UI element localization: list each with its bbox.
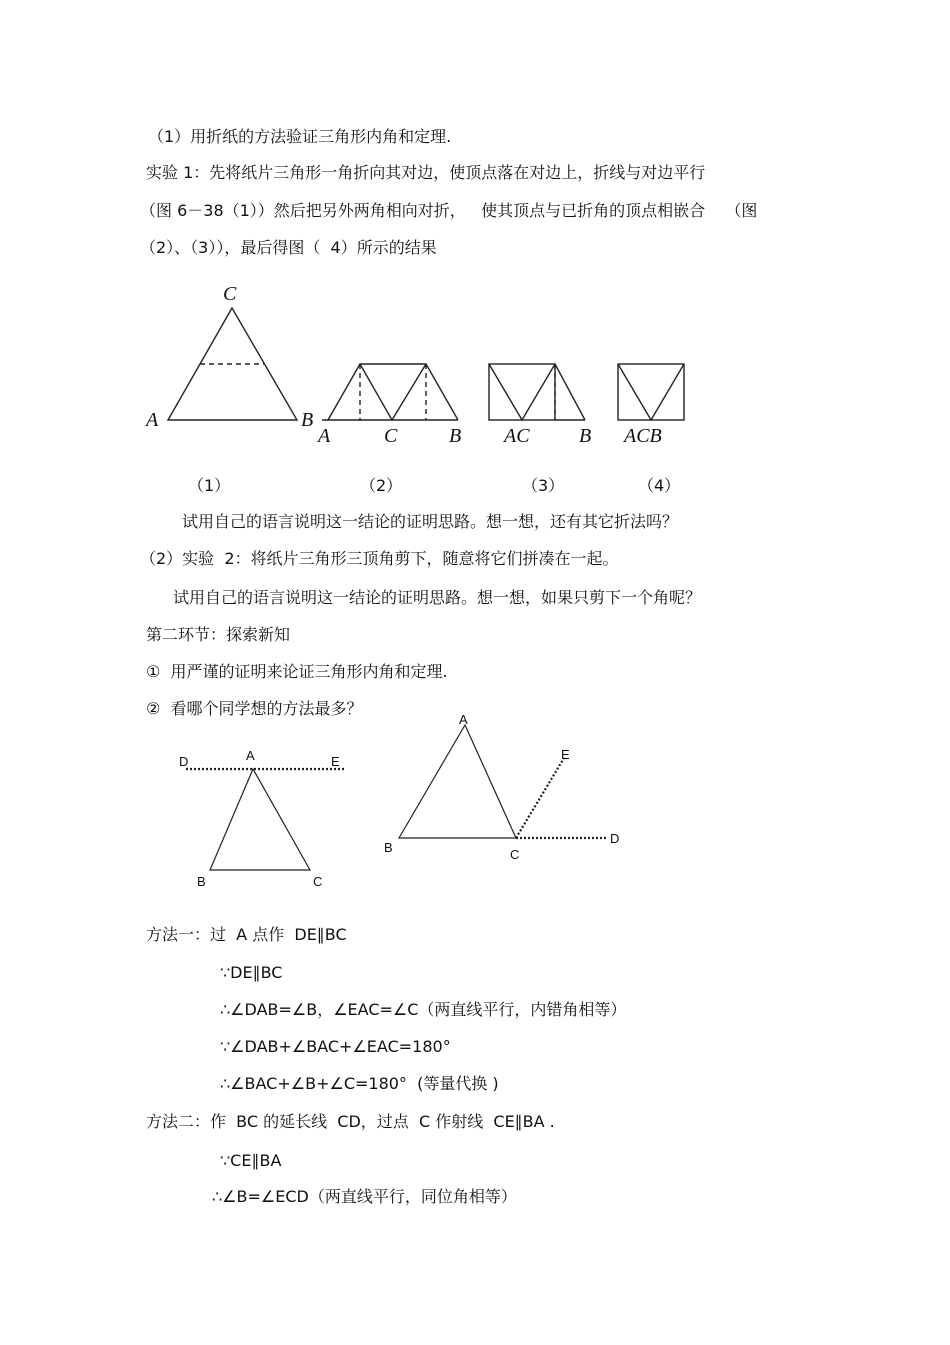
label-a-right: A [459,712,468,727]
section2-item2: ② 看哪个同学想的方法最多？ [146,699,363,718]
caption-3: （3） [522,476,565,495]
label-acb-4: ACB [624,425,662,447]
label-e-right: E [561,747,570,762]
ray-ce-right [516,758,564,838]
label-e-left: E [331,754,340,769]
experiment1-line2: （图 6－38（1））然后把另外两角相向对折， 使其顶点与已折角的顶点相嵌合 （图 [140,201,758,220]
experiment2: （2）实验 2：将纸片三角形三顶角剪下，随意将它们拼凑在一起。 [140,549,619,568]
label-b-2: B [449,425,462,447]
shape-3-rect [489,364,555,420]
experiment1-line1: 实验 1：先将纸片三角形一角折向其对边，使顶点落在对边上，折线与对边平行 [146,163,706,182]
label-d-left: D [179,754,189,769]
method1-heading: 方法一：过 A 点作 DE∥BC [146,925,347,944]
caption-4: （4） [638,476,681,495]
method2-step1: ∵CE∥BA [220,1151,282,1170]
label-c-1: C [223,283,237,305]
label-c-2: C [384,425,398,447]
shape-2-outline [328,364,458,420]
label-a-1: A [146,409,159,431]
section2-title: 第二环节：探索新知 [146,625,291,644]
question-1: 试用自己的语言说明这一结论的证明思路。想一想，还有其它折法吗？ [182,512,679,531]
method1-step3: ∵∠DAB+∠BAC+∠EAC=180° [220,1037,451,1056]
label-a-left: A [246,748,255,763]
triangle-abc-left [210,769,310,870]
question-2: 试用自己的语言说明这一结论的证明思路。想一想，如果只剪下一个角呢？ [173,588,702,607]
label-a-2: A [318,425,331,447]
section1-title: （1）用折纸的方法验证三角形内角和定理. [148,127,452,146]
triangle-1 [168,308,297,420]
label-b-left: B [197,874,206,889]
method1-step1: ∵DE∥BC [220,963,283,982]
method2-heading: 方法二：作 BC 的延长线 CD，过点 C 作射线 CE∥BA . [146,1112,555,1131]
method1-step2: ∴∠DAB=∠B，∠EAC=∠C（两直线平行，内错角相等） [220,1000,627,1019]
folding-figure [140,278,710,457]
label-d-right: D [610,831,620,846]
method1-step4: ∴∠BAC+∠B+∠C=180° (等量代换 ) [220,1074,499,1093]
label-b-1: B [301,409,314,431]
label-b-right: B [384,840,393,855]
caption-2: （2） [360,476,403,495]
shape-4-rect [618,364,684,420]
caption-1: （1） [188,476,231,495]
experiment1-line3: （2）、（3）），最后得图（ 4）所示的结果 [140,238,437,257]
method2-step2: ∴∠B=∠ECD（两直线平行，同位角相等） [212,1187,517,1206]
section2-item1: ① 用严谨的证明来论证三角形内角和定理. [146,662,448,681]
label-c-left: C [313,874,323,889]
label-b-3: B [579,425,592,447]
triangle-abc-right [399,725,516,838]
proof-figures [170,708,640,902]
label-ac-3: AC [504,425,530,447]
label-c-right: C [510,847,520,862]
